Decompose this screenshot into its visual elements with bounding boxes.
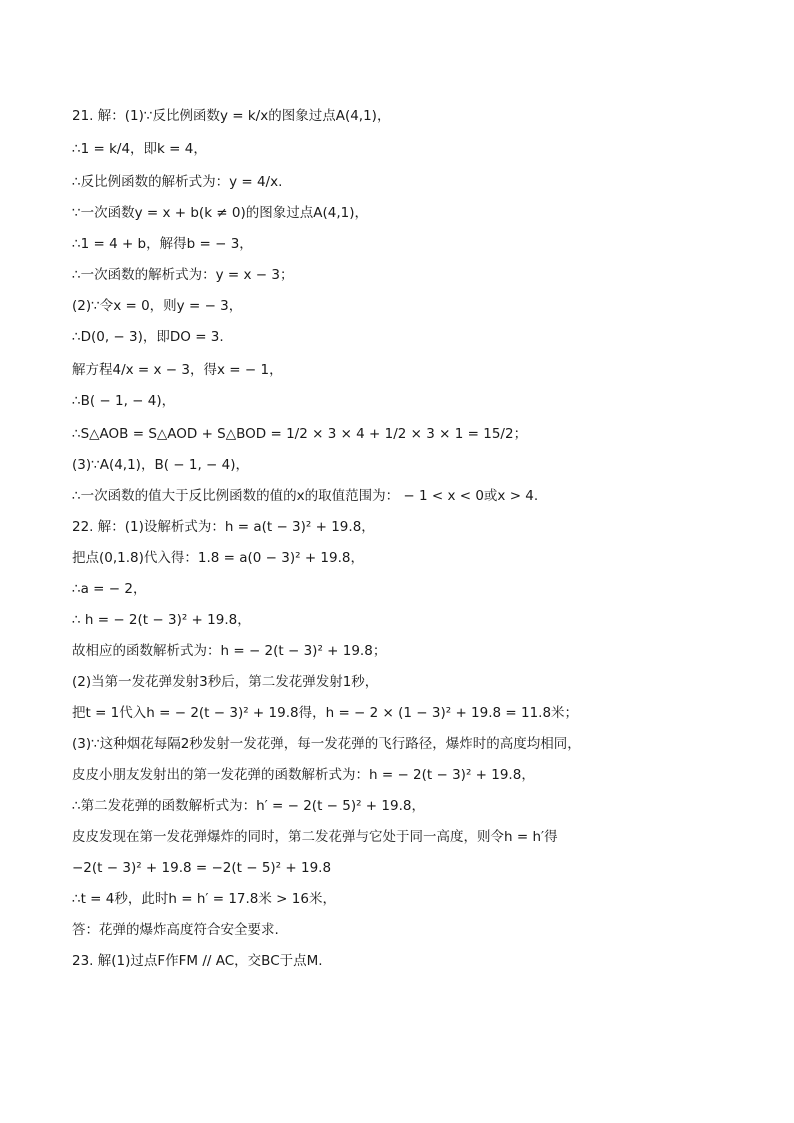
text-line: 23. 解(1)过点F作FM // AC，交BC于点M. [72, 953, 323, 969]
text-line: 22. 解：(1)设解析式为：h = a(t − 3)² + 19.8， [72, 519, 375, 535]
text-line: ∴1 = 4 + b，解得b = − 3， [72, 236, 253, 252]
text-line: 21. 解：(1)∵反比例函数y = k/x的图象过点A(4,1)， [72, 108, 391, 124]
text-line: ∴反比例函数的解析式为：y = 4/x. [72, 174, 283, 190]
text-line: ∴ h = − 2(t − 3)² + 19.8， [72, 612, 251, 628]
text-line: ∴S△AOB = S△AOD + S△BOD = 1/2 × 3 × 4 + 1/2 × 3 × 1 = 15/2； [72, 426, 528, 442]
text-line: 答：花弹的爆炸高度符合安全要求. [72, 922, 279, 938]
text-line: 皮皮小朋友发射出的第一发花弹的函数解析式为：h = − 2(t − 3)² + 19.8， [72, 767, 535, 783]
text-line: (2)∵令x = 0，则y = − 3， [72, 298, 243, 314]
text-line: (2)当第一发花弹发射3秒后，第二发花弹发射1秒， [72, 674, 379, 690]
solution-text [72, 104, 732, 982]
text-line: 皮皮发现在第一发花弹爆炸的同时，第二发花弹与它处于同一高度，则令h = h′得 [72, 829, 558, 845]
text-line: ∴a = − 2， [72, 581, 147, 597]
text-line: 解方程4/x = x − 3，得x = − 1， [72, 362, 283, 378]
text-line: −2(t − 3)² + 19.8 = −2(t − 5)² + 19.8 [72, 860, 332, 876]
text-line: ∴D(0, − 3)，即DO = 3. [72, 329, 224, 345]
text-line: (3)∵这种烟花每隔2秒发射一发花弹，每一发花弹的飞行路径，爆炸时的高度均相同， [72, 736, 581, 752]
text-line: ∴一次函数的解析式为：y = x − 3； [72, 267, 294, 283]
text-line: ∴B( − 1, − 4)， [72, 393, 176, 409]
text-line: ∵一次函数y = x + b(k ≠ 0)的图象过点A(4,1)， [72, 205, 368, 221]
text-line: 把点(0,1.8)代入得：1.8 = a(0 − 3)² + 19.8， [72, 550, 364, 566]
text-line: ∴1 = k/4，即k = 4， [72, 141, 207, 157]
text-line: (3)∵A(4,1)，B( − 1, − 4)， [72, 457, 250, 473]
text-line: ∴一次函数的值大于反比例函数的值的x的取值范围为： − 1 < x < 0或x > 4. [72, 488, 539, 504]
text-line: ∴第二发花弹的函数解析式为：h′ = − 2(t − 5)² + 19.8， [72, 798, 425, 814]
text-line: ∴t = 4秒，此时h = h′ = 17.8米 > 16米， [72, 891, 336, 907]
text-line: 故相应的函数解析式为：h = − 2(t − 3)² + 19.8； [72, 643, 387, 659]
text-line: 把t = 1代入h = − 2(t − 3)² + 19.8得，h = − 2 × (1 − 3)² + 19.8 = 11.8米； [72, 705, 579, 721]
